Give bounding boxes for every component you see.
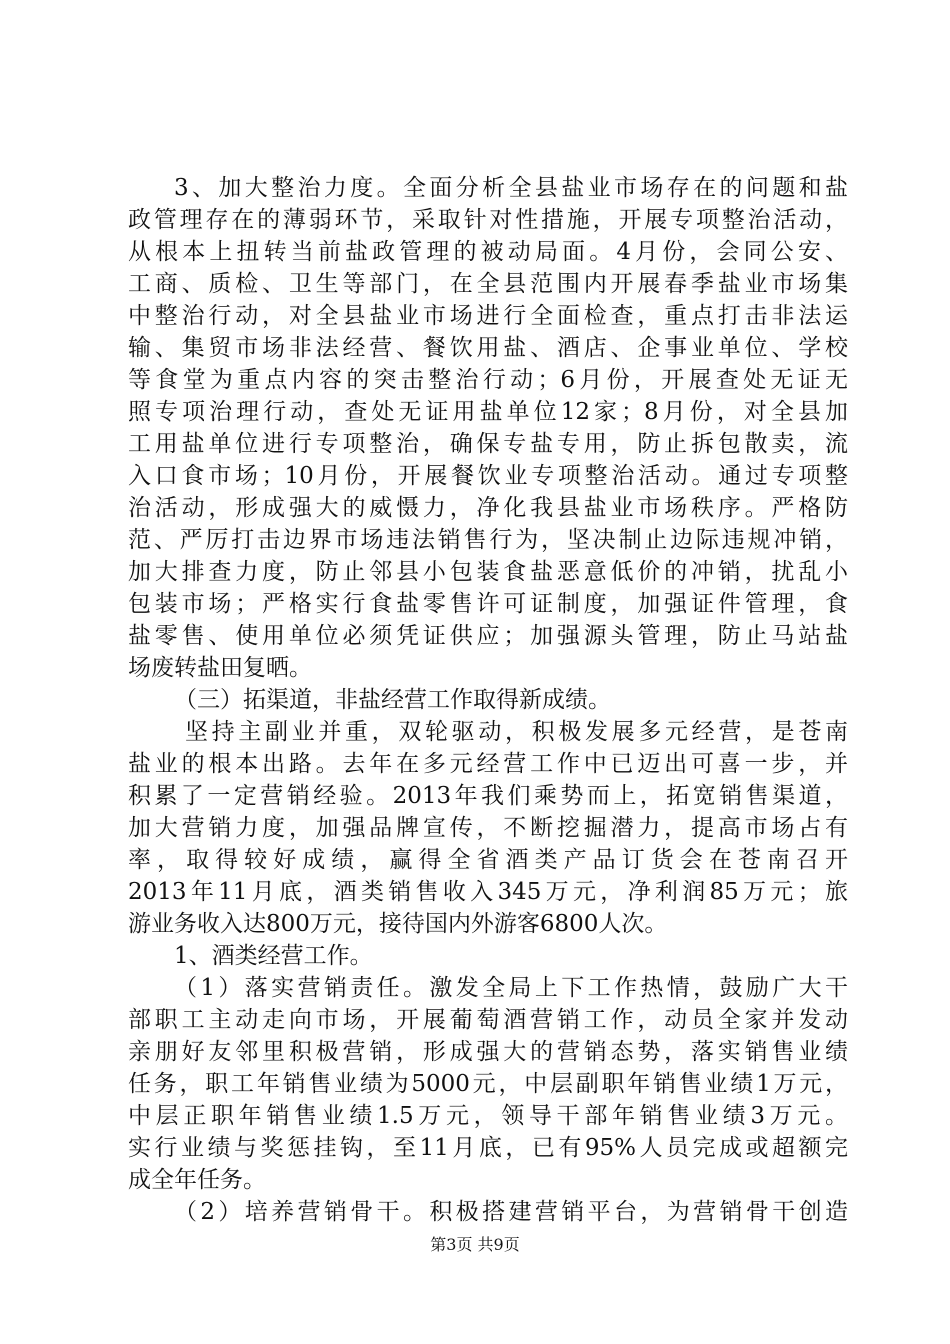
text-line: 治活动，形成强大的威慑力，净化我县盐业市场秩序。严格防 <box>128 495 848 521</box>
text-line: 亲朋好友邻里积极营销，形成强大的营销态势，落实销售业绩 <box>128 1039 848 1065</box>
text-line: 从根本上扭转当前盐政管理的被动局面。4月份，会同公安、 <box>128 239 848 265</box>
text-line: 2013年11月底，酒类销售收入345万元，净利润85万元；旅 <box>128 879 848 905</box>
text-line: 部职工主动走向市场，开展葡萄酒营销工作，动员全家并发动 <box>128 1007 848 1033</box>
text-line: 盐零售、使用单位必须凭证供应；加强源头管理，防止马站盐 <box>128 623 848 649</box>
text-line: 政管理存在的薄弱环节，采取针对性措施，开展专项整治活动， <box>128 207 848 233</box>
text-line: 3、加大整治力度。全面分析全县盐业市场存在的问题和盐 <box>174 175 848 201</box>
text-line: 照专项治理行动，查处无证用盐单位12家；8月份，对全县加 <box>128 399 848 425</box>
text-line: 盐业的根本出路。去年在多元经营工作中已迈出可喜一步，并 <box>128 751 848 777</box>
text-line: 入口食市场；10月份，开展餐饮业专项整治活动。通过专项整 <box>128 463 848 489</box>
text-line: 积累了一定营销经验。2013年我们乘势而上，拓宽销售渠道， <box>128 783 848 809</box>
text-line: 1、酒类经营工作。 <box>174 943 373 969</box>
text-line: （1）落实营销责任。激发全局上下工作热情，鼓励广大干 <box>174 975 848 1001</box>
text-line: 任务，职工年销售业绩为5000元，中层副职年销售业绩1万元， <box>128 1071 848 1097</box>
body-text <box>128 172 848 1228</box>
text-line: 等食堂为重点内容的突击整治行动；6月份，开展查处无证无 <box>128 367 848 393</box>
text-line: （三）拓渠道，非盐经营工作取得新成绩。 <box>174 687 611 713</box>
text-line: 工商、质检、卫生等部门，在全县范围内开展春季盐业市场集 <box>128 271 848 297</box>
text-line: 坚持主副业并重，双轮驱动，积极发展多元经营，是苍南 <box>185 719 848 745</box>
text-line: 范、严厉打击边界市场违法销售行为，坚决制止边际违规冲销， <box>128 527 848 553</box>
text-line: 包装市场；严格实行食盐零售许可证制度，加强证件管理，食 <box>128 591 848 617</box>
text-line: 加大排查力度，防止邻县小包装食盐恶意低价的冲销，扰乱小 <box>128 559 848 585</box>
text-line: 率，取得较好成绩，赢得全省酒类产品订货会在苍南召开 <box>128 847 848 873</box>
text-line: 成全年任务。 <box>128 1167 266 1193</box>
page-footer: 第3页 共9页 <box>430 1235 520 1254</box>
text-line: 场废转盐田复晒。 <box>128 655 312 681</box>
text-line: 中整治行动，对全县盐业市场进行全面检查，重点打击非法运 <box>128 303 848 329</box>
text-line: 中层正职年销售业绩1.5万元，领导干部年销售业绩3万元。 <box>128 1103 848 1129</box>
text-line: 游业务收入达800万元，接待国内外游客6800人次。 <box>128 911 668 937</box>
text-line: 实行业绩与奖惩挂钩，至11月底，已有95%人员完成或超额完 <box>128 1135 848 1161</box>
text-line: （2）培养营销骨干。积极搭建营销平台，为营销骨干创造 <box>174 1199 848 1225</box>
text-line: 输、集贸市场非法经营、餐饮用盐、酒店、企事业单位、学校 <box>128 335 848 361</box>
text-line: 工用盐单位进行专项整治，确保专盐专用，防止拆包散卖，流 <box>128 431 848 457</box>
text-line: 加大营销力度，加强品牌宣传，不断挖掘潜力，提高市场占有 <box>128 815 848 841</box>
